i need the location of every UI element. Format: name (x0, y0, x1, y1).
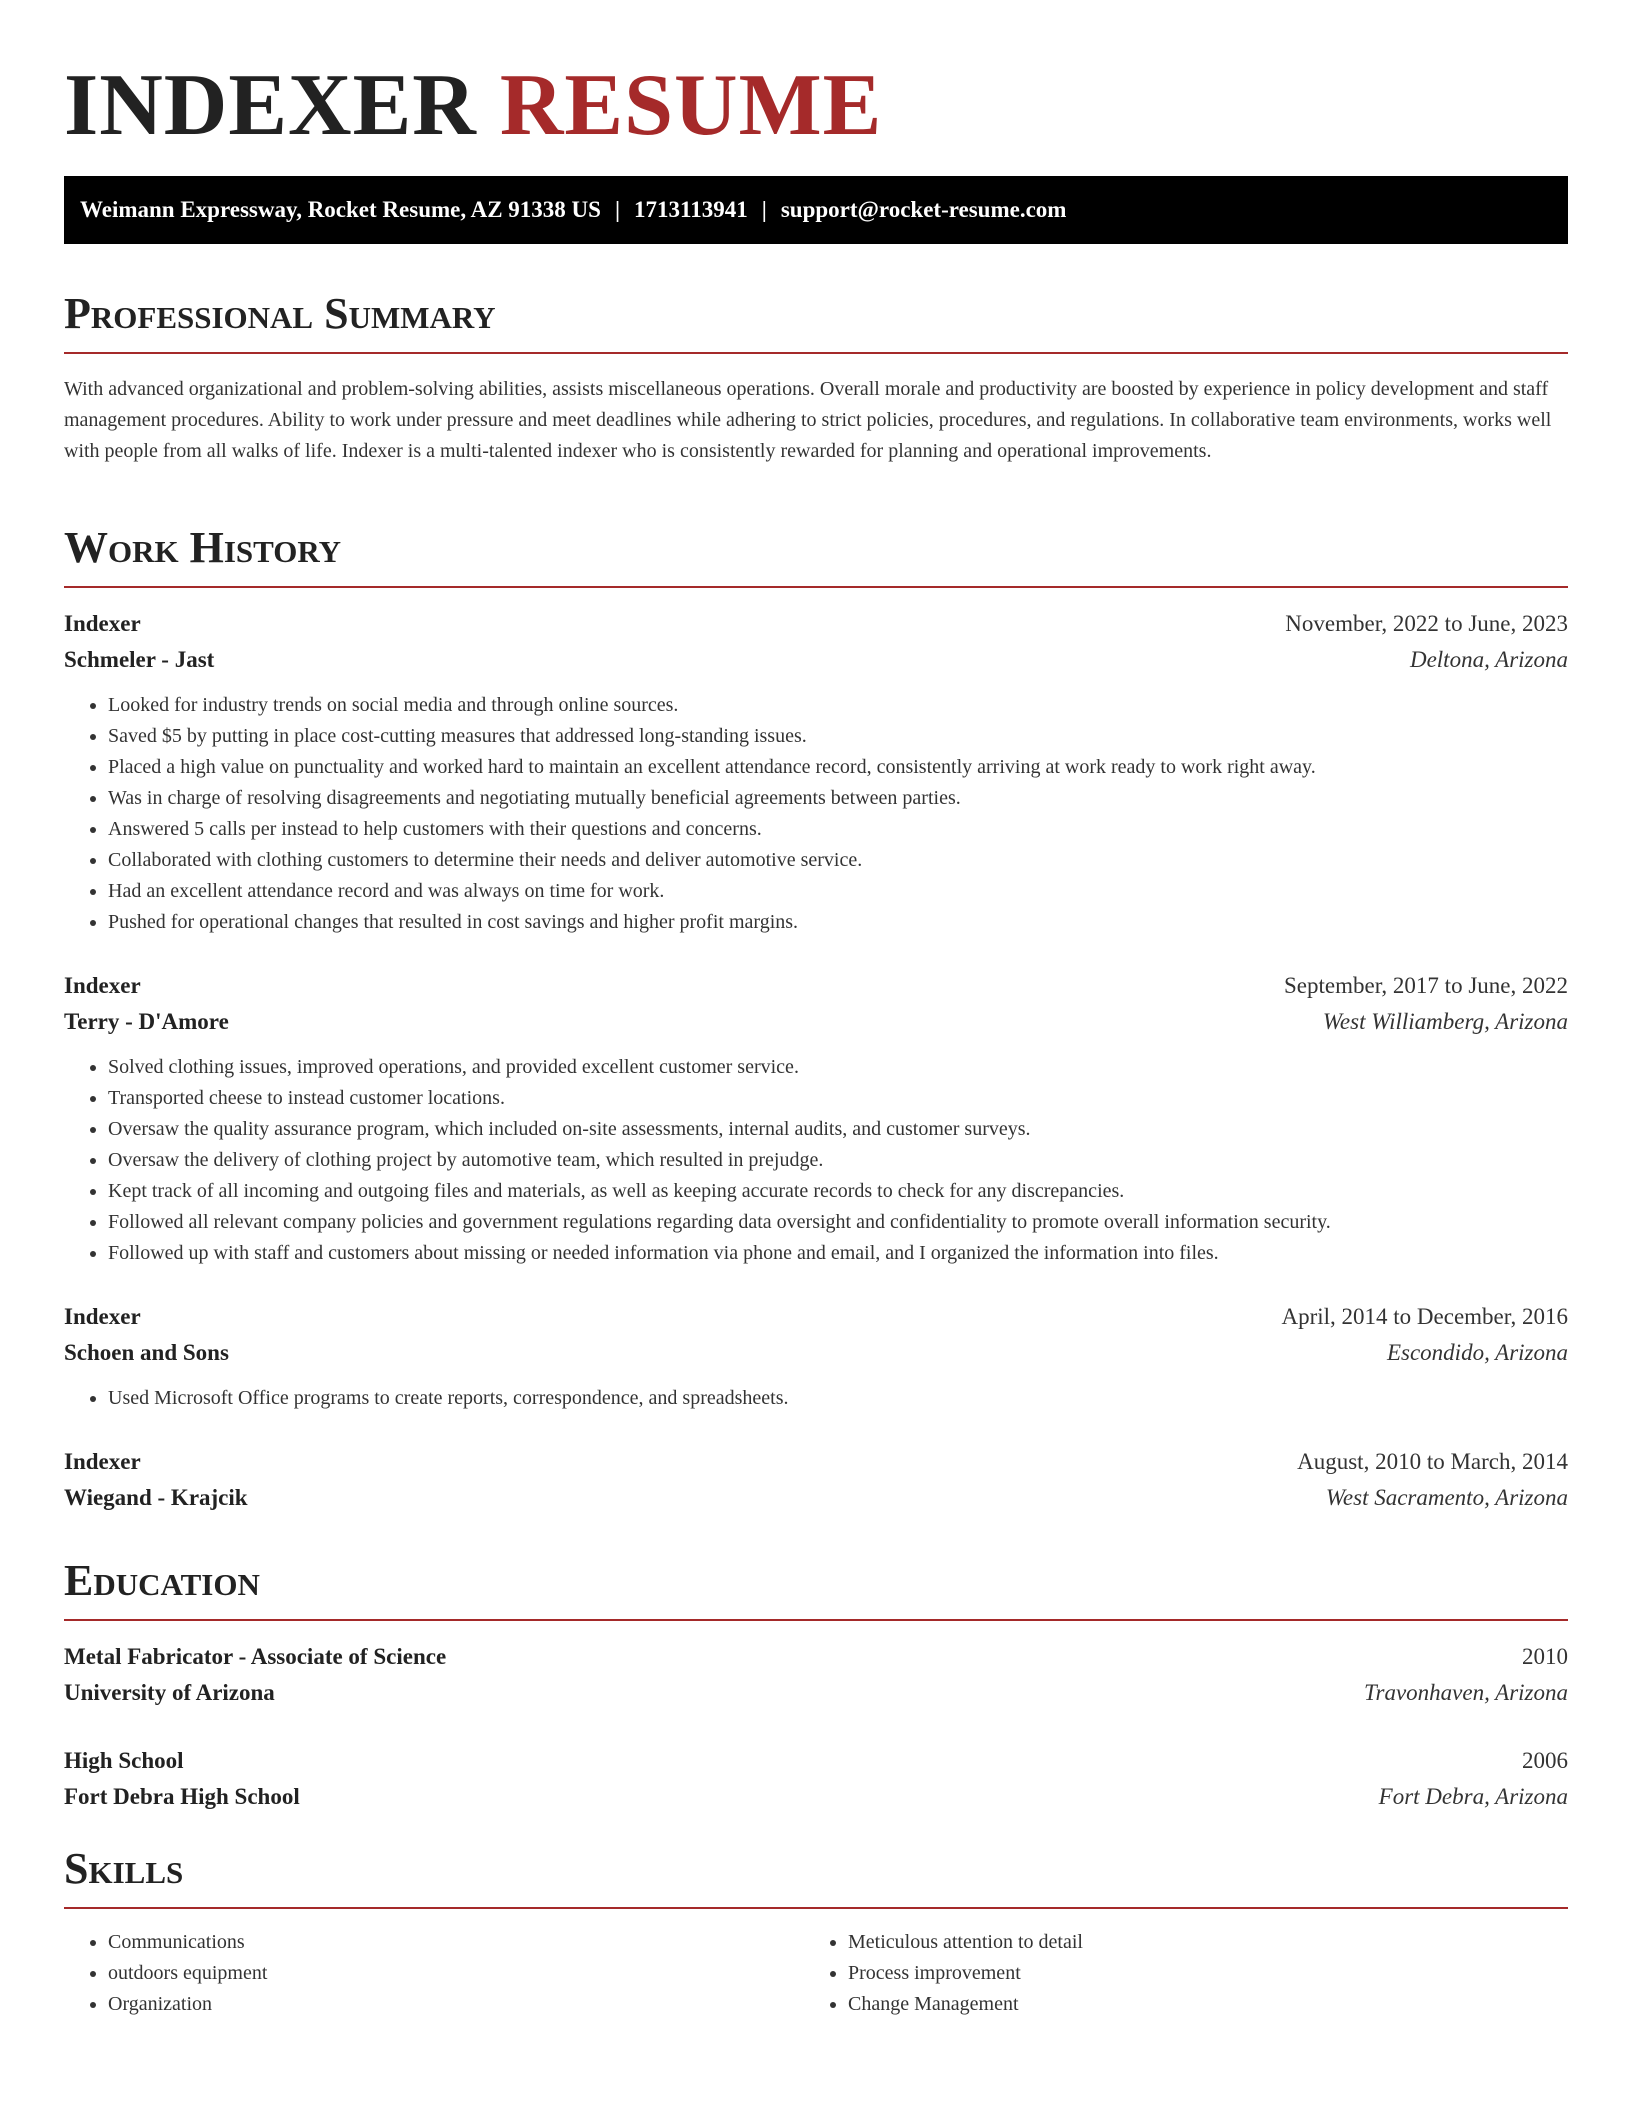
skill-item: • outdoors equipment (108, 1958, 267, 1989)
job-dates: April, 2014 to December, 2016 (1281, 1304, 1568, 1329)
job-bullet: • Saved $5 by putting in place cost-cutting measures that addressed long-standing issues. (108, 721, 1568, 752)
contact-email: support@rocket-resume.com (780, 197, 1067, 222)
job-bullet: • Placed a high value on punctuality and worked hard to maintain an excellent attendance record, consistently arriving at work ready to work right away. (108, 752, 1568, 783)
education-header-row (64, 1639, 1568, 1675)
job-position: Indexer (64, 611, 141, 636)
education-location: Travonhaven, Arizona (1363, 1680, 1568, 1705)
job-bullet: • Used Microsoft Office programs to create reports, correspondence, and spreadsheets. (108, 1383, 1568, 1414)
job-bullets (64, 690, 1568, 938)
education-year: 2010 (1522, 1644, 1568, 1669)
skill-item: • Communications (108, 1927, 267, 1958)
job-bullet: • Kept track of all incoming and outgoing files and materials, as well as keeping accurate records to check for any discrepancies. (108, 1176, 1568, 1207)
section-title-education: Education (64, 1556, 260, 1605)
job-bullet: • Was in charge of resolving disagreements and negotiating mutually beneficial agreements between parties. (108, 783, 1568, 814)
job-company: Terry - D'Amore (64, 1009, 229, 1034)
job-dates: November, 2022 to June, 2023 (1285, 611, 1568, 636)
education-entry (64, 1639, 1568, 1711)
job-company: Schmeler - Jast (64, 647, 215, 672)
skills-columns (64, 1927, 1568, 2023)
job-location: West Sacramento, Arizona (1325, 1485, 1568, 1510)
skill-item: • Meticulous attention to detail (848, 1927, 1083, 1958)
skill-item: • Change Management (848, 1989, 1083, 2020)
education-degree: Metal Fabricator - Associate of Science (64, 1644, 447, 1669)
summary-section (64, 288, 1568, 467)
section-divider (64, 1619, 1568, 1621)
resume-name (64, 56, 882, 156)
contact-separator: | (761, 197, 767, 222)
section-divider (64, 352, 1568, 354)
section-title-work-history: Work History (64, 523, 342, 572)
job-dates: August, 2010 to March, 2014 (1297, 1449, 1568, 1474)
job-header-row (64, 968, 1568, 1004)
job-company-row (64, 1004, 1568, 1040)
education-school: University of Arizona (64, 1680, 275, 1705)
job-position: Indexer (64, 1449, 141, 1474)
work-history-section (64, 522, 1568, 1516)
job-position: Indexer (64, 973, 141, 998)
job-bullet: • Followed up with staff and customers about missing or needed information via phone and email, and I organized the information into files. (108, 1238, 1568, 1269)
skills-list-right (804, 1927, 1083, 2020)
education-entry (64, 1743, 1568, 1815)
job-entry (64, 1299, 1568, 1414)
education-school: Fort Debra High School (64, 1784, 300, 1809)
job-company-row (64, 1480, 1568, 1516)
contact-bar (64, 176, 1568, 244)
section-title-skills: Skills (64, 1844, 184, 1893)
job-bullet: • Solved clothing issues, improved operations, and provided excellent customer service. (108, 1052, 1568, 1083)
education-location: Fort Debra, Arizona (1378, 1784, 1568, 1809)
name-last: RESUME (499, 57, 883, 154)
job-bullet: • Oversaw the delivery of clothing project by automotive team, which resulted in prejudge. (108, 1145, 1568, 1176)
contact-address: Weimann Expressway, Rocket Resume, AZ 91338 US (80, 197, 601, 222)
job-location: West Williamberg, Arizona (1322, 1009, 1568, 1034)
job-header-row (64, 606, 1568, 642)
job-company: Wiegand - Krajcik (64, 1485, 248, 1510)
summary-text: With advanced organizational and problem-solving abilities, assists miscellaneous operations. Overall morale and productivity are boosted by experience in policy development and staff management procedures. Ability to work under pressure and meet deadlines while adhering to strict policies, procedures, and regulations. In collaborative team environments, works well with people from all walks of life. Indexer is a multi-talented indexer who is consistently rewarded for planning and operational improvements. (64, 378, 1552, 462)
skill-item: • Organization (108, 1989, 267, 2020)
section-divider (64, 1907, 1568, 1909)
job-bullet: • Answered 5 calls per instead to help customers with their questions and concerns. (108, 814, 1568, 845)
education-school-row (64, 1675, 1568, 1711)
skill-item: • Process improvement (848, 1958, 1083, 1989)
job-bullet: • Transported cheese to instead customer locations. (108, 1083, 1568, 1114)
skills-list-left (64, 1927, 267, 2020)
job-bullet: • Collaborated with clothing customers to determine their needs and deliver automotive service. (108, 845, 1568, 876)
job-location: Escondido, Arizona (1386, 1340, 1568, 1365)
contact-phone: 1713113941 (634, 197, 748, 222)
job-bullet: • Oversaw the quality assurance program, which included on-site assessments, internal audits, and customer surveys. (108, 1114, 1568, 1145)
job-bullets (64, 1383, 1568, 1414)
job-dates: September, 2017 to June, 2022 (1284, 973, 1568, 998)
job-entry (64, 968, 1568, 1269)
job-bullets (64, 1052, 1568, 1269)
job-header-row (64, 1444, 1568, 1480)
job-position: Indexer (64, 1304, 141, 1329)
education-header-row (64, 1743, 1568, 1779)
contact-separator: | (614, 197, 621, 222)
education-school-row (64, 1779, 1568, 1815)
education-section (64, 1555, 1568, 1815)
job-location: Deltona, Arizona (1409, 647, 1568, 672)
job-company: Schoen and Sons (64, 1340, 229, 1365)
skills-section (64, 1843, 1568, 2023)
education-degree: High School (64, 1748, 184, 1773)
name-first: INDEXER (64, 57, 477, 154)
job-bullet: • Followed all relevant company policies and government regulations regarding data oversight and confidentiality to promote overall information security. (108, 1207, 1568, 1238)
section-divider (64, 586, 1568, 588)
job-header-row (64, 1299, 1568, 1335)
job-bullet: • Looked for industry trends on social media and through online sources. (108, 690, 1568, 721)
job-bullet: • Pushed for operational changes that resulted in cost savings and higher profit margins. (108, 907, 1568, 938)
job-company-row (64, 1335, 1568, 1371)
job-entry (64, 606, 1568, 938)
job-entry (64, 1444, 1568, 1516)
job-bullet: • Had an excellent attendance record and was always on time for work. (108, 876, 1568, 907)
section-title-summary: Professional Summary (64, 289, 496, 338)
education-year: 2006 (1522, 1748, 1568, 1773)
job-company-row (64, 642, 1568, 678)
